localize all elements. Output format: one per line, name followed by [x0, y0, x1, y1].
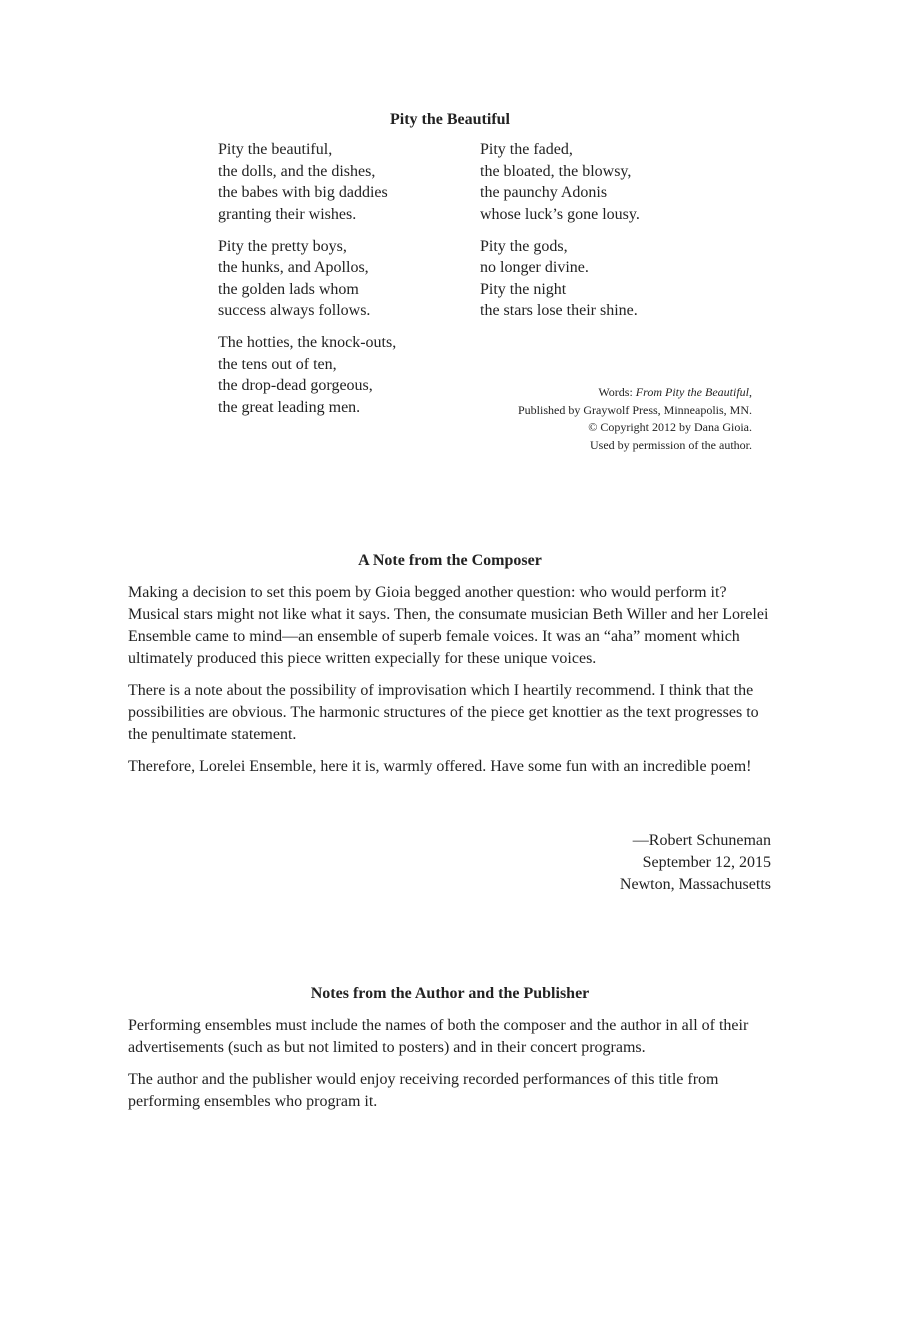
poem-left-column [218, 139, 396, 429]
poem-stanza [480, 236, 640, 322]
publisher-notes-body [128, 1015, 778, 1123]
poem-line: the tens out of ten, [218, 355, 337, 373]
poem-line: Pity the night [480, 280, 567, 298]
composer-note-paragraph: Therefore, Lorelei Ensemble, here it is, warmly offered. Have some fun with an incredible poem! [128, 758, 752, 775]
poem-line: the bloated, the blowsy, [480, 162, 632, 180]
poem-stanza [218, 236, 396, 322]
publisher-notes-paragraph: The author and the publisher would enjoy receiving recorded performances of this title from performing ensembles who program it. [128, 1071, 719, 1110]
poem-line: the great leading men. [218, 398, 361, 416]
poem-stanza [218, 139, 396, 225]
poem-line: the stars lose their shine. [480, 302, 638, 319]
poem-line: the paunchy Adonis [480, 184, 608, 201]
composer-note-paragraph: Making a decision to set this poem by Gioia begged another question: who would perform it? Musical stars might not like what it says. Then, the consumate musician Beth Willer and her Lorelei Ensemble came to mind—an ensemble of superb female voices. It was an “aha” moment which ultimately produced this piece written expecially for these unique voices. [128, 584, 769, 667]
poem-line: whose luck’s gone lousy. [480, 205, 640, 223]
poem-line: the hunks, and Apollos, [218, 259, 369, 276]
publisher-notes-paragraph: Performing ensembles must include the names of both the composer and the author in all of their advertisements (such as but not limited to posters) and in their concert programs. [128, 1017, 749, 1056]
poem-title: Pity the Beautiful [390, 111, 510, 128]
poem-credits [518, 384, 752, 454]
credits-words [518, 384, 752, 402]
poem-line: Pity the faded, [480, 141, 573, 158]
poem-line: Pity the pretty boys, [218, 237, 347, 255]
poem-line: Pity the beautiful, [218, 141, 333, 158]
poem-line: success always follows. [218, 302, 371, 319]
signature-date: September 12, 2015 [642, 854, 771, 871]
credits-words-title: From Pity the Beautiful [635, 385, 749, 399]
poem-line: the dolls, and the dishes, [218, 162, 376, 180]
poem-line: granting their wishes. [218, 205, 357, 223]
credits-words-suffix: , [749, 385, 752, 399]
poem-line: no longer divine. [480, 259, 589, 276]
composer-note-body [128, 582, 778, 788]
composer-signature [620, 830, 771, 896]
signature-name: —Robert Schuneman [632, 832, 771, 849]
composer-note-paragraph: There is a note about the possibility of improvisation which I heartily recommend. I think that the possibilities are obvious. The harmonic structures of the piece get knottier as the text progresses to the penultimate statement. [128, 682, 759, 743]
poem-line: the drop-dead gorgeous, [218, 377, 373, 394]
poem-stanza [480, 139, 640, 225]
poem-line: The hotties, the knock-outs, [218, 334, 397, 351]
poem-line: Pity the gods, [480, 237, 568, 255]
poem-line: the babes with big daddies [218, 184, 388, 201]
credits-permission: Used by permission of the author. [590, 437, 752, 452]
signature-place: Newton, Massachusetts [619, 876, 771, 893]
poem-right-column [480, 139, 640, 332]
poem-stanza [218, 332, 396, 418]
credits-publisher: Published by Graywolf Press, Minneapolis, MN. [518, 402, 752, 417]
credits-words-prefix: Words: [598, 385, 636, 399]
poem-line: the golden lads whom [218, 280, 359, 298]
composer-note-heading: A Note from the Composer [358, 552, 542, 569]
publisher-notes-heading: Notes from the Author and the Publisher [310, 985, 590, 1002]
credits-copyright: © Copyright 2012 by Dana Gioia. [588, 420, 752, 434]
